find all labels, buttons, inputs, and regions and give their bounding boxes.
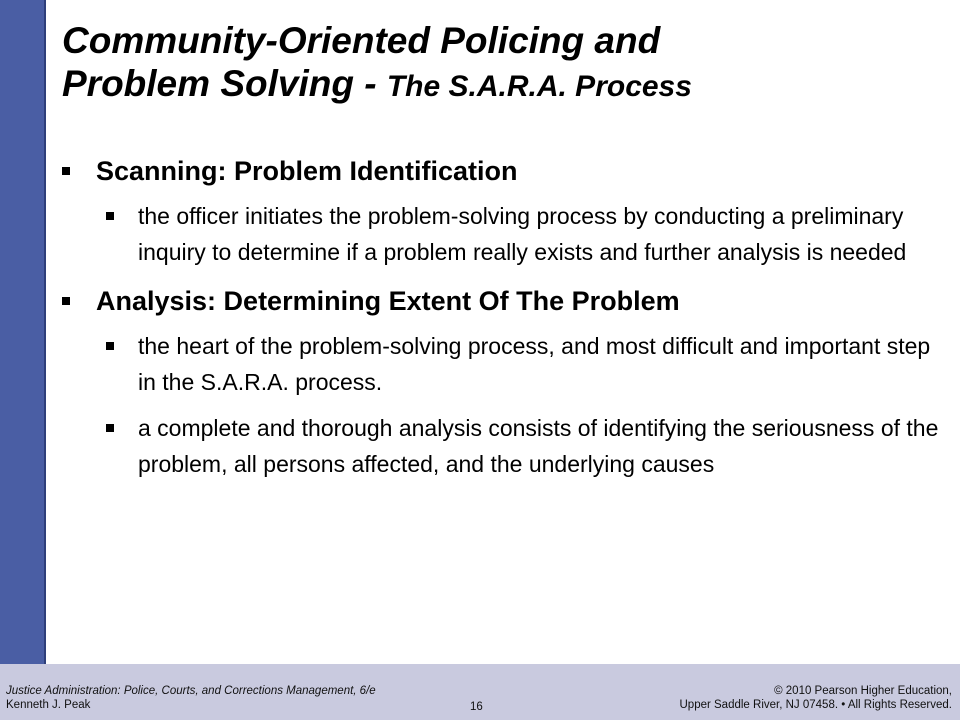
left-accent-divider (44, 0, 46, 664)
section-heading-text: Scanning: Problem Identification (96, 156, 518, 186)
square-bullet-icon (62, 297, 70, 305)
title-line-2-sub: The S.A.R.A. Process (386, 70, 692, 103)
footer-copyright (680, 684, 953, 712)
page-number: 16 (470, 701, 483, 713)
square-bullet-icon (106, 424, 114, 432)
left-accent-bar (0, 0, 44, 664)
square-bullet-icon (106, 212, 114, 220)
square-bullet-icon (62, 167, 70, 175)
section-heading-analysis (62, 280, 942, 322)
square-bullet-icon (106, 342, 114, 350)
sub-point (106, 198, 942, 270)
section-heading-text: Analysis: Determining Extent Of The Problem (96, 286, 680, 316)
section-heading-scanning (62, 150, 942, 192)
footer-citation (6, 684, 376, 712)
footer-author: Kenneth J. Peak (6, 699, 91, 711)
slide-content (62, 150, 942, 492)
copyright-line-2: Upper Saddle River, NJ 07458. • All Rights Reserved. (679, 699, 952, 711)
copyright-line-1: © 2010 Pearson Higher Education, (774, 685, 952, 697)
sub-point-text: the heart of the problem-solving process, and most difficult and important step in the S.A.R.A. process. (138, 333, 931, 395)
sub-point-text: a complete and thorough analysis consists of identifying the seriousness of the problem, all persons affected, and the underlying causes (138, 415, 939, 477)
sub-point (106, 328, 942, 400)
sub-point (106, 410, 942, 482)
sub-point-text: the officer initiates the problem-solving process by conducting a preliminary inquiry to determine if a problem really exists and further analysis is needed (138, 203, 907, 265)
title-line-2-main: Problem Solving - (62, 63, 387, 104)
footer-book-title: Justice Administration: Police, Courts, and Corrections Management, 6/e (6, 685, 376, 697)
slide-title (62, 20, 942, 108)
title-line-1: Community-Oriented Policing and (62, 20, 661, 61)
